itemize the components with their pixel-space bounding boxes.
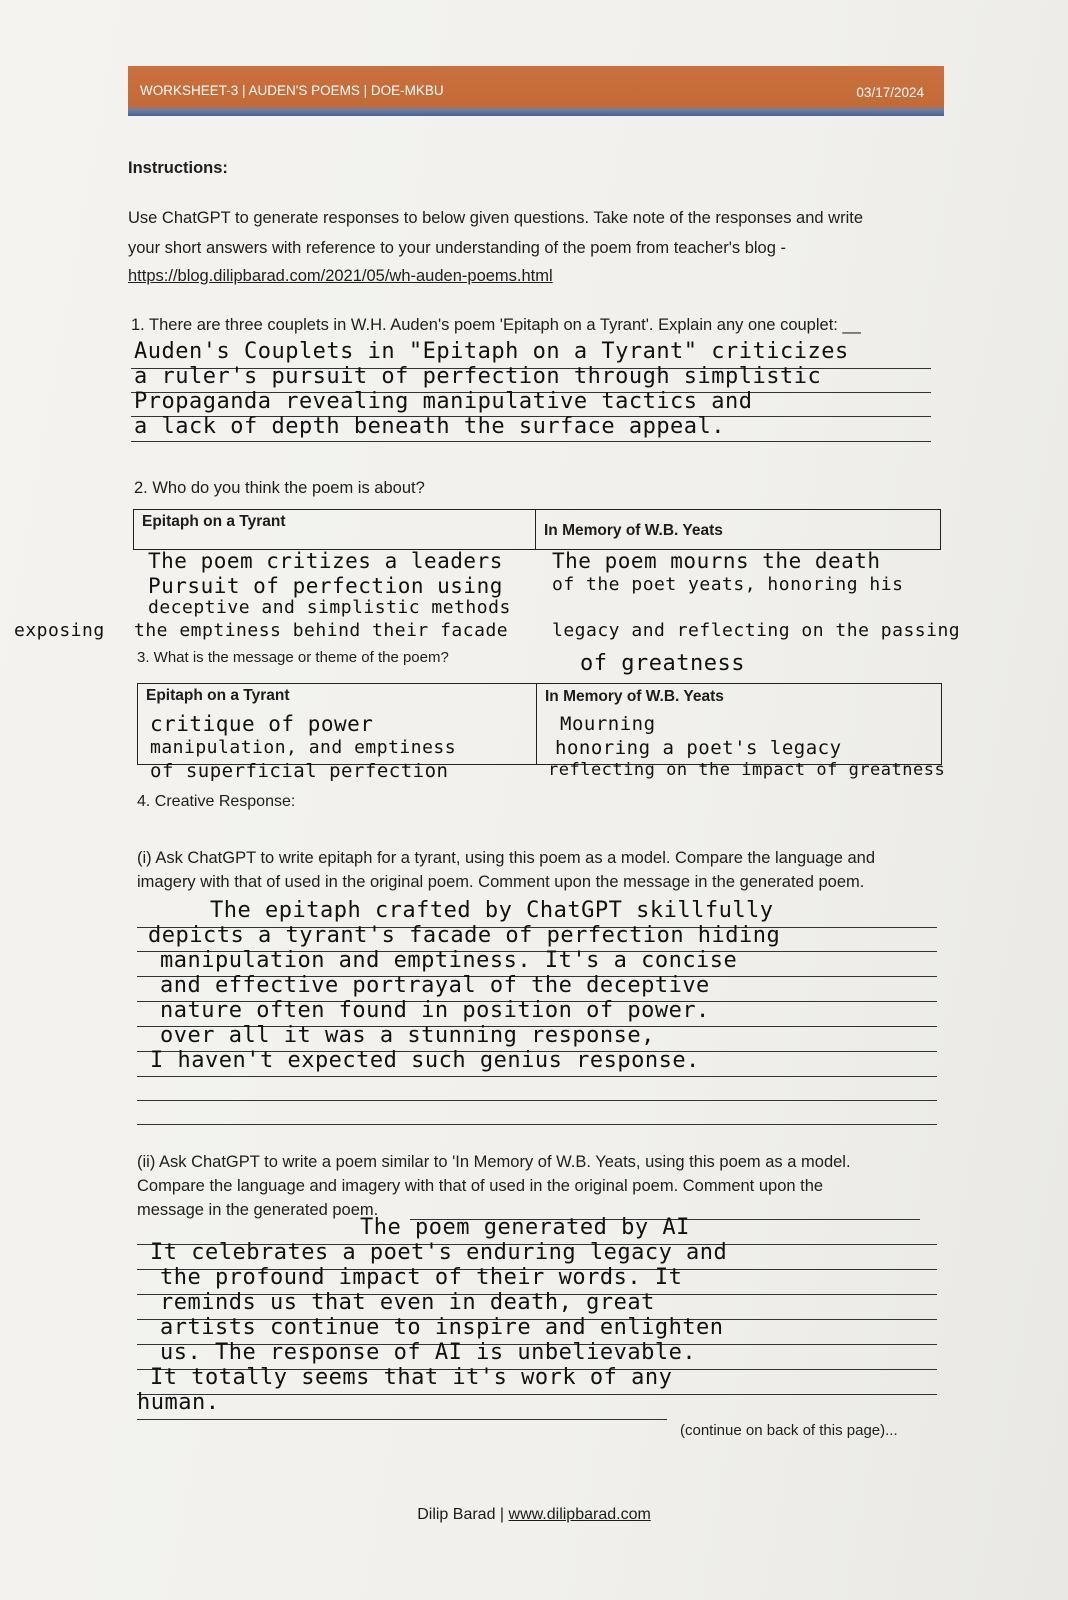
q2-col1-answer-line: deceptive and simplistic methods: [148, 597, 511, 618]
q4-part1-answer-line: and effective portrayal of the deceptive: [160, 973, 710, 998]
q4-part2-line-1: (ii) Ask ChatGPT to write a poem similar to 'In Memory of W.B. Yeats, using this poem as a model.: [137, 1153, 851, 1171]
q4-part2-answer-line: It totally seems that it's work of any: [150, 1365, 673, 1390]
q3-col1-answer-line: of superficial perfection: [150, 760, 449, 782]
q4-part1-answer-line: nature often found in position of power.: [160, 998, 710, 1023]
q1-answer-line: a ruler's pursuit of perfection through simplistic: [134, 364, 822, 389]
header-date: 03/17/2024: [856, 85, 924, 100]
q4-part1-line-2: imagery with that of used in the original poem. Comment upon the message in the generated poem.: [137, 873, 865, 891]
worksheet-header: [128, 66, 944, 116]
q4-part2-answer-line: us. The response of AI is unbelievable.: [160, 1340, 697, 1365]
instructions-line-1: Use ChatGPT to generate responses to below given questions. Take note of the responses and write: [128, 209, 863, 227]
q3-col1-answer-line: critique of power: [150, 712, 374, 736]
q4-part2-line-2: Compare the language and imagery with that of used in the original poem. Comment upon the: [137, 1177, 824, 1195]
q2-col2-head: In Memory of W.B. Yeats: [544, 522, 723, 539]
q2-col2-answer-line: of the poet yeats, honoring his: [552, 574, 904, 595]
q1-answer-line: a lack of depth beneath the surface appeal.: [134, 414, 726, 439]
q3-col2-answer-line: Mourning: [560, 713, 656, 735]
q4-part1-answer-line: I haven't expected such genius response.: [150, 1048, 700, 1073]
q4-part1-line-1: (i) Ask ChatGPT to write epitaph for a tyrant, using this poem as a model. Compare the language and: [137, 849, 876, 867]
q2-col1-answer-line: the emptiness behind their facade: [134, 620, 509, 641]
q1-answer-line: Propaganda revealing manipulative tactics and: [134, 389, 753, 414]
q3-col2-head: In Memory of W.B. Yeats: [545, 688, 724, 705]
q4-part2-answer-line: the profound impact of their words. It: [160, 1265, 683, 1290]
q2-col1-head: Epitaph on a Tyrant: [142, 513, 286, 530]
teacher-blog-link[interactable]: https://blog.dilipbarad.com/2021/05/wh-auden-poems.html: [128, 267, 553, 285]
question-2: 2. Who do you think the poem is about?: [134, 479, 425, 497]
q4-part2-answer-line: It celebrates a poet's enduring legacy and: [150, 1240, 728, 1265]
header-title: WORKSHEET-3 | AUDEN'S POEMS | DOE-MKBU: [140, 83, 444, 98]
q2-col2-answer-line: The poem mourns the death: [552, 549, 881, 573]
q4-part2-answer-line: reminds us that even in death, great: [160, 1290, 655, 1315]
question-1: 1. There are three couplets in W.H. Auden's poem 'Epitaph on a Tyrant'. Explain any one couplet: __: [131, 316, 861, 334]
page-footer: [0, 1506, 1068, 1524]
q3-col1-answer-line: manipulation, and emptiness: [150, 737, 457, 758]
q3-col1-head: Epitaph on a Tyrant: [146, 687, 290, 704]
question-4-heading: 4. Creative Response:: [137, 793, 296, 810]
continue-note: (continue on back of this page)...: [680, 1422, 898, 1439]
question-3: 3. What is the message or theme of the poem?: [137, 649, 449, 666]
q3-col2-answer-line: reflecting on the impact of greatness: [548, 760, 946, 780]
q2-col1-answer-line: The poem critizes a leaders: [148, 549, 503, 573]
q2-margin-word: exposing: [14, 620, 105, 641]
footer-author: Dilip Barad |: [417, 1506, 505, 1523]
q2-table: [133, 509, 941, 550]
q4-part2-line-3: message in the generated poem.: [137, 1201, 379, 1219]
instructions-line-2: your short answers with reference to your understanding of the poem from teacher's blog -: [128, 239, 786, 257]
q3-col2-answer-line: honoring a poet's legacy: [555, 737, 842, 759]
q4-part1-answer-line: The epitaph crafted by ChatGPT skillfully: [210, 898, 774, 923]
q4-part2-answer-line: artists continue to inspire and enlighten: [160, 1315, 724, 1340]
q2-col2-answer-line: legacy and reflecting on the passing: [552, 620, 961, 641]
q2-col2-answer-line: of greatness: [580, 651, 745, 676]
q1-answer-line: Auden's Couplets in "Epitaph on a Tyrant" criticizes: [134, 339, 849, 364]
q4-part2-answer-line: The poem generated by AI: [360, 1215, 690, 1240]
q4-part1-answer-line: over all it was a stunning response,: [160, 1023, 655, 1048]
footer-website-link[interactable]: www.dilipbarad.com: [508, 1506, 651, 1523]
q4-part2-answer-line: human.: [137, 1390, 220, 1415]
q4-part1-answer-line: manipulation and emptiness. It's a concise: [160, 948, 738, 973]
q2-col1-answer-line: Pursuit of perfection using: [148, 574, 503, 598]
instructions-heading: Instructions:: [128, 159, 228, 177]
q4-part1-answer-line: depicts a tyrant's facade of perfection hiding: [148, 923, 781, 948]
